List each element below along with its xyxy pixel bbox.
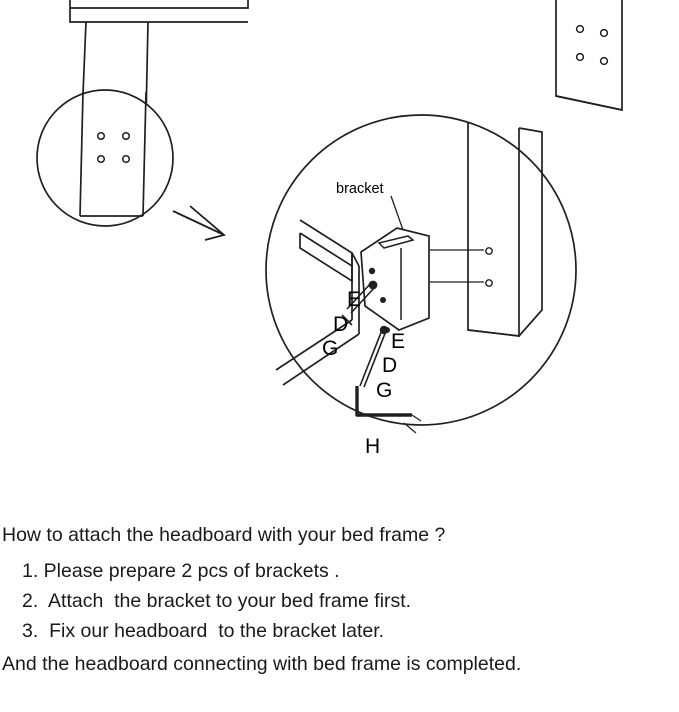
part-label-g-lower: G [376,379,393,402]
instructions-steps [0,556,679,646]
part-label-g-upper: G [322,337,339,360]
part-label-d-upper: D [333,313,349,336]
instructions-block [0,522,679,678]
part-label-e-upper: E [347,288,362,311]
zoom-arrow-icon [173,206,224,240]
instruction-step: 3. Fix our headboard to the bracket later. [22,620,385,642]
part-label-h: H [365,435,381,458]
instructions-question: How to attach the headboard with your bed frame ? [2,524,446,546]
instruction-step: 2. Attach the bracket to your bed frame first. [22,590,412,612]
bracket-detail-circle [266,115,576,433]
bed-frame-leg-top-right [556,0,622,110]
part-label-d-lower: D [382,354,398,377]
bracket-callout-label: bracket [336,181,384,197]
instructions-closing: And the headboard connecting with bed frame is completed. [2,653,522,675]
bed-frame-leg-holes [577,26,608,65]
instruction-step: 1. Please prepare 2 pcs of brackets . [22,560,340,582]
part-label-e-lower: E [391,330,406,353]
leg-detail-circle [37,90,173,226]
